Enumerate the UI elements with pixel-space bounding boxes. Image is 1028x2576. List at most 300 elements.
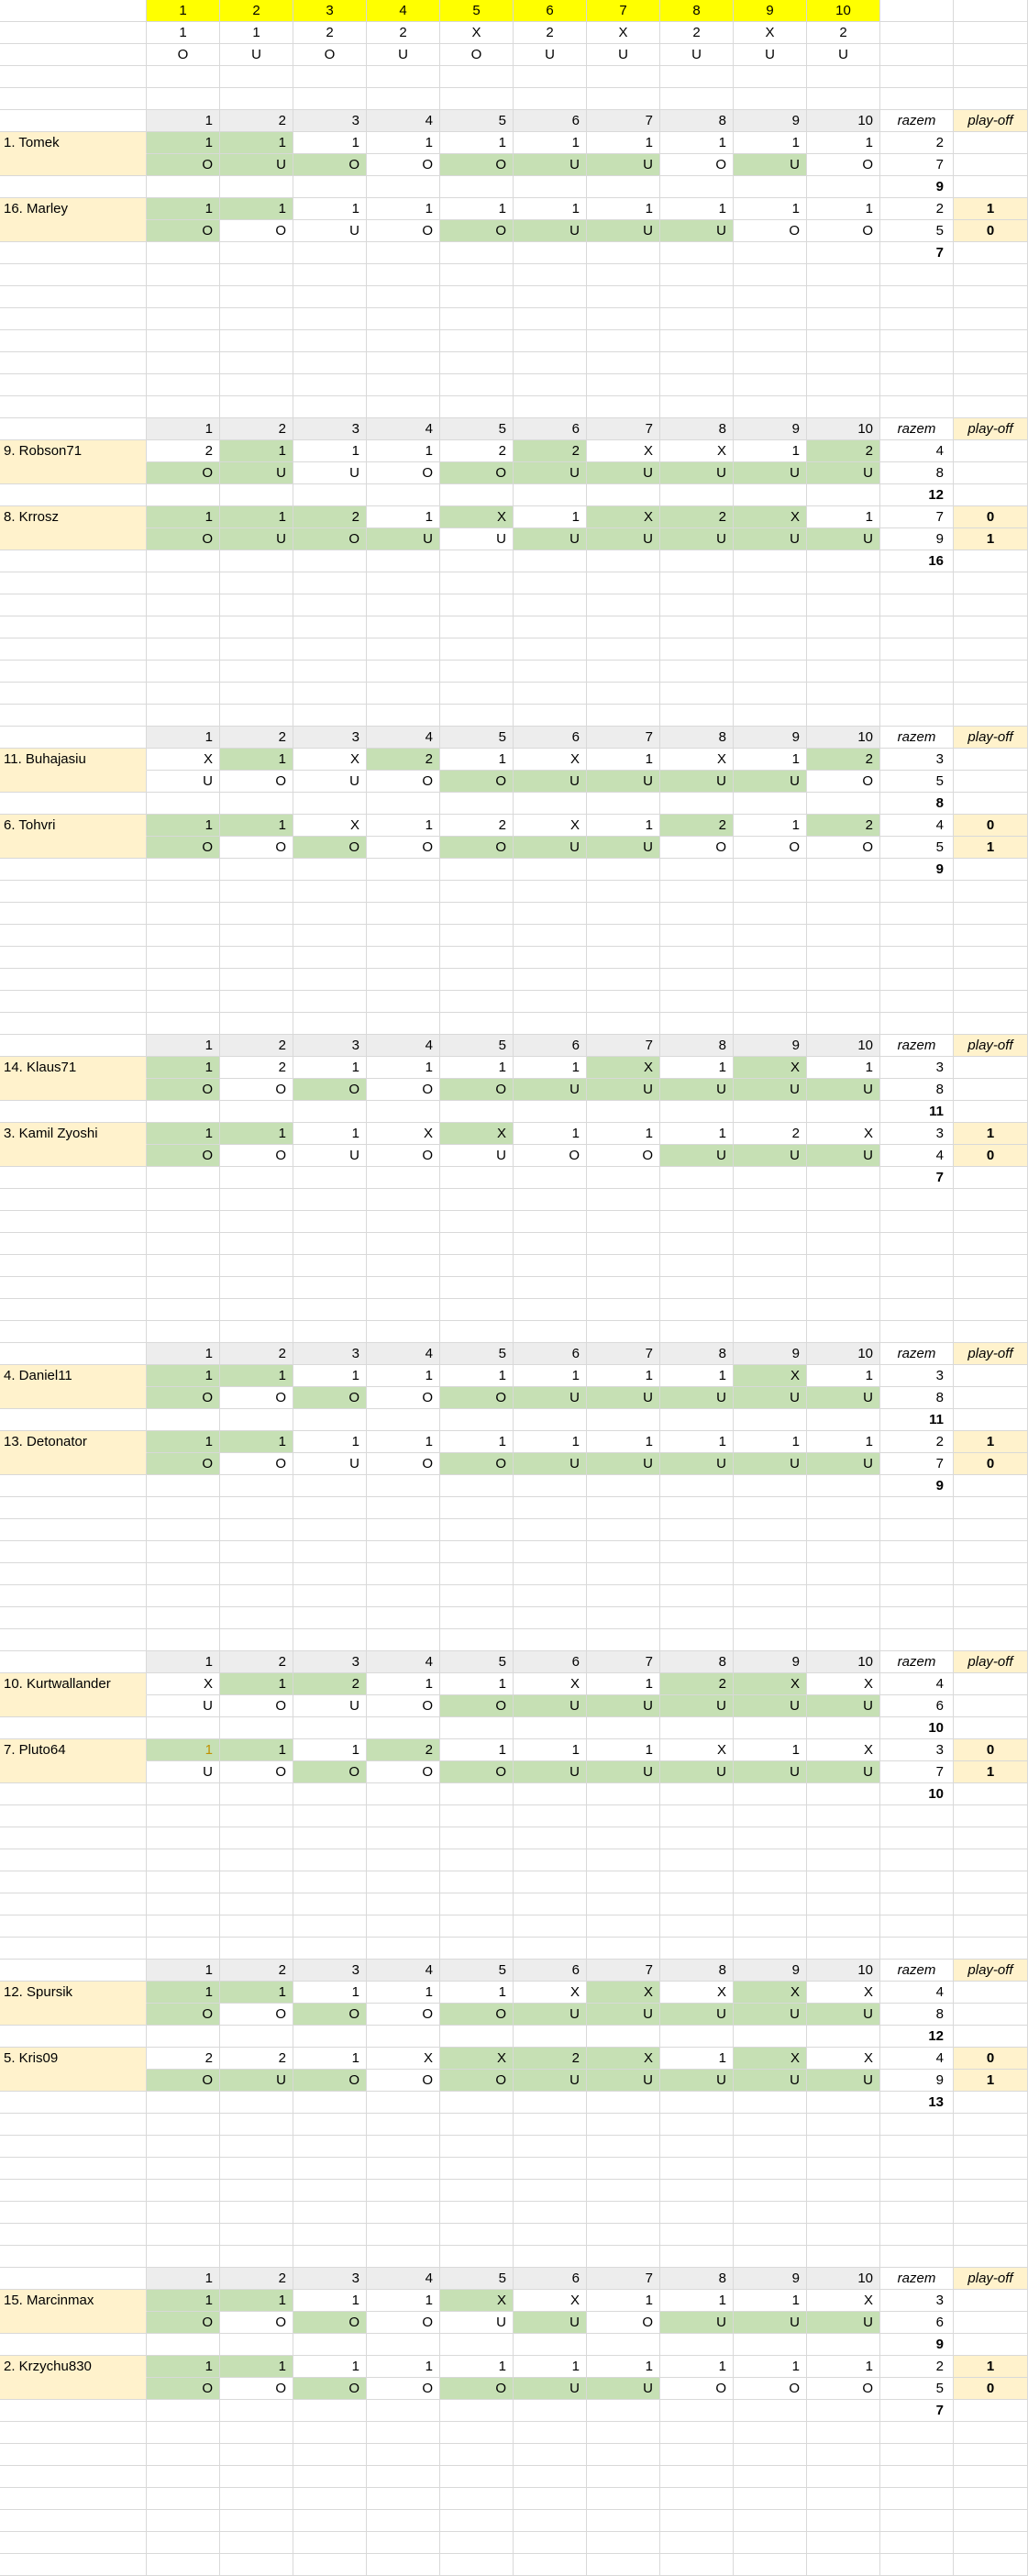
key-result[interactable]: 2: [293, 22, 367, 44]
over-under-cell[interactable]: O: [440, 1453, 514, 1475]
empty-cell[interactable]: [147, 2158, 220, 2180]
result-cell[interactable]: 2: [220, 2048, 293, 2070]
over-under-cell[interactable]: O: [220, 220, 293, 242]
empty-cell[interactable]: [587, 661, 660, 683]
empty-cell[interactable]: [660, 1871, 734, 1893]
empty-cell[interactable]: [293, 2114, 367, 2136]
playoff-value[interactable]: 0: [954, 2048, 1028, 2070]
empty-cell[interactable]: [954, 1189, 1028, 1211]
result-cell[interactable]: X: [587, 440, 660, 462]
result-cell[interactable]: 1: [293, 440, 367, 462]
razem-header[interactable]: razem: [880, 110, 954, 132]
razem-over-under[interactable]: 5: [880, 220, 954, 242]
empty-cell[interactable]: [440, 793, 514, 815]
empty-cell[interactable]: [880, 1893, 954, 1915]
empty-cell[interactable]: [807, 396, 880, 418]
over-under-cell[interactable]: O: [220, 1079, 293, 1101]
empty-cell[interactable]: [147, 1915, 220, 1938]
key-over-under[interactable]: U: [514, 44, 587, 66]
empty-cell[interactable]: [440, 1717, 514, 1739]
empty-cell[interactable]: [734, 1013, 807, 1035]
empty-cell[interactable]: [660, 1893, 734, 1915]
playoff-header[interactable]: play-off: [954, 1651, 1028, 1673]
header-match-number[interactable]: 2: [220, 1960, 293, 1982]
empty-cell[interactable]: [587, 859, 660, 881]
empty-cell[interactable]: [880, 616, 954, 638]
empty-cell[interactable]: [293, 2444, 367, 2466]
empty-cell[interactable]: [954, 1938, 1028, 1960]
empty-cell[interactable]: [880, 44, 954, 66]
empty-cell[interactable]: [734, 1915, 807, 1938]
over-under-cell[interactable]: U: [293, 771, 367, 793]
empty-cell[interactable]: [367, 2114, 440, 2136]
group-header-blank[interactable]: [0, 727, 147, 749]
empty-cell[interactable]: [587, 1849, 660, 1871]
empty-cell[interactable]: [954, 969, 1028, 991]
empty-cell[interactable]: [587, 1299, 660, 1321]
empty-cell[interactable]: [293, 2466, 367, 2488]
player-name[interactable]: 2. Krzychu830: [0, 2356, 147, 2378]
empty-cell[interactable]: [954, 2400, 1028, 2422]
empty-cell[interactable]: [220, 572, 293, 594]
empty-cell[interactable]: [587, 1255, 660, 1277]
empty-cell[interactable]: [880, 2136, 954, 2158]
header-match-number[interactable]: 8: [660, 2268, 734, 2290]
empty-cell[interactable]: [734, 683, 807, 705]
razem-over-under[interactable]: 7: [880, 1453, 954, 1475]
player-total[interactable]: 11: [880, 1409, 954, 1431]
empty-cell[interactable]: [587, 1717, 660, 1739]
empty-cell[interactable]: [147, 616, 220, 638]
result-cell[interactable]: 1: [293, 1123, 367, 1145]
group-header-blank[interactable]: [0, 2268, 147, 2290]
empty-cell[interactable]: [660, 1717, 734, 1739]
empty-cell[interactable]: [0, 2466, 147, 2488]
empty-cell[interactable]: [954, 1277, 1028, 1299]
key-match-number[interactable]: 5: [440, 0, 514, 22]
empty-cell[interactable]: [147, 286, 220, 308]
empty-cell[interactable]: [514, 969, 587, 991]
empty-cell[interactable]: [367, 2488, 440, 2510]
empty-cell[interactable]: [954, 330, 1028, 352]
empty-cell[interactable]: [587, 308, 660, 330]
empty-cell[interactable]: [514, 2180, 587, 2202]
empty-cell[interactable]: [293, 1541, 367, 1563]
over-under-cell[interactable]: O: [660, 154, 734, 176]
empty-cell[interactable]: [147, 1805, 220, 1827]
empty-cell[interactable]: [220, 2136, 293, 2158]
over-under-cell[interactable]: U: [293, 1453, 367, 1475]
empty-cell[interactable]: [0, 176, 147, 198]
empty-cell[interactable]: [660, 2444, 734, 2466]
empty-cell[interactable]: [587, 1321, 660, 1343]
razem-header[interactable]: razem: [880, 1960, 954, 1982]
empty-cell[interactable]: [0, 374, 147, 396]
empty-cell[interactable]: [587, 1893, 660, 1915]
empty-cell[interactable]: [293, 1938, 367, 1960]
empty-cell[interactable]: [807, 661, 880, 683]
result-cell[interactable]: 1: [660, 2290, 734, 2312]
empty-cell[interactable]: [0, 2180, 147, 2202]
empty-cell[interactable]: [220, 616, 293, 638]
empty-cell[interactable]: [880, 22, 954, 44]
empty-cell[interactable]: [147, 308, 220, 330]
over-under-cell[interactable]: U: [514, 1695, 587, 1717]
empty-cell[interactable]: [220, 374, 293, 396]
over-under-cell[interactable]: U: [734, 528, 807, 550]
over-under-cell[interactable]: U: [440, 2312, 514, 2334]
empty-cell[interactable]: [220, 1915, 293, 1938]
empty-cell[interactable]: [514, 550, 587, 572]
header-match-number[interactable]: 4: [367, 1343, 440, 1365]
empty-cell[interactable]: [514, 2444, 587, 2466]
empty-cell[interactable]: [807, 638, 880, 661]
empty-cell[interactable]: [734, 1871, 807, 1893]
empty-cell[interactable]: [587, 1013, 660, 1035]
header-match-number[interactable]: 10: [807, 1343, 880, 1365]
empty-cell[interactable]: [220, 1563, 293, 1585]
empty-cell[interactable]: [0, 2400, 147, 2422]
empty-cell[interactable]: [660, 1827, 734, 1849]
over-under-cell[interactable]: U: [514, 528, 587, 550]
empty-cell[interactable]: [0, 793, 147, 815]
empty-cell[interactable]: [514, 705, 587, 727]
empty-cell[interactable]: [954, 1629, 1028, 1651]
empty-cell[interactable]: [880, 903, 954, 925]
empty-cell[interactable]: [293, 264, 367, 286]
empty-cell[interactable]: [0, 1629, 147, 1651]
player-name[interactable]: 12. Spursik: [0, 1982, 147, 2004]
player-total[interactable]: 12: [880, 484, 954, 506]
player-total[interactable]: 9: [880, 1475, 954, 1497]
header-match-number[interactable]: 3: [293, 2268, 367, 2290]
empty-cell[interactable]: [367, 2180, 440, 2202]
header-match-number[interactable]: 5: [440, 1960, 514, 1982]
empty-cell[interactable]: [587, 1167, 660, 1189]
over-under-cell[interactable]: U: [220, 2070, 293, 2092]
empty-cell[interactable]: [220, 1211, 293, 1233]
empty-cell[interactable]: [954, 154, 1028, 176]
empty-cell[interactable]: [440, 859, 514, 881]
empty-cell[interactable]: [220, 176, 293, 198]
playoff-value[interactable]: 0: [954, 1739, 1028, 1761]
over-under-cell[interactable]: U: [220, 528, 293, 550]
empty-cell[interactable]: [807, 1277, 880, 1299]
empty-cell[interactable]: [440, 242, 514, 264]
over-under-cell[interactable]: U: [514, 154, 587, 176]
empty-cell[interactable]: [293, 683, 367, 705]
header-match-number[interactable]: 10: [807, 1651, 880, 1673]
empty-cell[interactable]: [880, 881, 954, 903]
empty-cell[interactable]: [440, 1585, 514, 1607]
empty-cell[interactable]: [660, 550, 734, 572]
empty-cell[interactable]: [954, 1893, 1028, 1915]
empty-cell[interactable]: [880, 2180, 954, 2202]
empty-cell[interactable]: [807, 1629, 880, 1651]
header-match-number[interactable]: 1: [147, 110, 220, 132]
over-under-cell[interactable]: O: [147, 1079, 220, 1101]
empty-cell[interactable]: [807, 2246, 880, 2268]
over-under-cell[interactable]: O: [293, 2378, 367, 2400]
empty-cell[interactable]: [440, 2400, 514, 2422]
header-match-number[interactable]: 1: [147, 727, 220, 749]
empty-cell[interactable]: [293, 308, 367, 330]
empty-cell[interactable]: [734, 705, 807, 727]
playoff-header[interactable]: play-off: [954, 418, 1028, 440]
empty-cell[interactable]: [807, 1805, 880, 1827]
empty-cell[interactable]: [587, 2444, 660, 2466]
empty-cell[interactable]: [807, 1475, 880, 1497]
empty-cell[interactable]: [293, 1805, 367, 1827]
empty-cell[interactable]: [807, 352, 880, 374]
empty-cell[interactable]: [147, 661, 220, 683]
header-match-number[interactable]: 9: [734, 418, 807, 440]
empty-cell[interactable]: [880, 396, 954, 418]
over-under-cell[interactable]: O: [734, 220, 807, 242]
result-cell[interactable]: 1: [147, 132, 220, 154]
empty-cell[interactable]: [880, 572, 954, 594]
empty-cell[interactable]: [514, 2092, 587, 2114]
empty-cell[interactable]: [734, 881, 807, 903]
empty-cell[interactable]: [880, 969, 954, 991]
header-match-number[interactable]: 4: [367, 727, 440, 749]
empty-cell[interactable]: [880, 286, 954, 308]
empty-cell[interactable]: [220, 2114, 293, 2136]
empty-cell[interactable]: [147, 1893, 220, 1915]
empty-cell[interactable]: [147, 1783, 220, 1805]
empty-cell[interactable]: [367, 2026, 440, 2048]
over-under-cell[interactable]: U: [220, 154, 293, 176]
result-cell[interactable]: 2: [514, 440, 587, 462]
empty-cell[interactable]: [367, 1827, 440, 1849]
player-name-pad[interactable]: [0, 1695, 147, 1717]
empty-cell[interactable]: [880, 925, 954, 947]
empty-cell[interactable]: [293, 1277, 367, 1299]
over-under-cell[interactable]: U: [807, 1453, 880, 1475]
empty-cell[interactable]: [367, 616, 440, 638]
over-under-cell[interactable]: U: [147, 771, 220, 793]
empty-cell[interactable]: [220, 1871, 293, 1893]
empty-cell[interactable]: [660, 2488, 734, 2510]
razem-over-under[interactable]: 8: [880, 2004, 954, 2026]
empty-cell[interactable]: [147, 2554, 220, 2576]
empty-cell[interactable]: [0, 1827, 147, 1849]
empty-cell[interactable]: [293, 1585, 367, 1607]
empty-cell[interactable]: [220, 661, 293, 683]
header-match-number[interactable]: 2: [220, 418, 293, 440]
over-under-cell[interactable]: U: [220, 462, 293, 484]
empty-cell[interactable]: [0, 44, 147, 66]
header-match-number[interactable]: 8: [660, 727, 734, 749]
empty-cell[interactable]: [367, 1189, 440, 1211]
result-cell[interactable]: X: [807, 2290, 880, 2312]
empty-cell[interactable]: [220, 2422, 293, 2444]
empty-cell[interactable]: [514, 1827, 587, 1849]
empty-cell[interactable]: [0, 1938, 147, 1960]
empty-cell[interactable]: [954, 1387, 1028, 1409]
empty-cell[interactable]: [0, 22, 147, 44]
empty-cell[interactable]: [587, 1211, 660, 1233]
header-match-number[interactable]: 3: [293, 418, 367, 440]
empty-cell[interactable]: [0, 969, 147, 991]
empty-cell[interactable]: [440, 1475, 514, 1497]
empty-cell[interactable]: [440, 1299, 514, 1321]
playoff-value[interactable]: 0: [954, 506, 1028, 528]
over-under-cell[interactable]: U: [660, 2312, 734, 2334]
result-cell[interactable]: X: [660, 1739, 734, 1761]
empty-cell[interactable]: [0, 2532, 147, 2554]
empty-cell[interactable]: [220, 2488, 293, 2510]
empty-cell[interactable]: [807, 793, 880, 815]
result-cell[interactable]: 1: [734, 749, 807, 771]
empty-cell[interactable]: [587, 1519, 660, 1541]
empty-cell[interactable]: [660, 903, 734, 925]
result-cell[interactable]: 1: [734, 815, 807, 837]
empty-cell[interactable]: [440, 1519, 514, 1541]
empty-cell[interactable]: [587, 1277, 660, 1299]
empty-cell[interactable]: [0, 859, 147, 881]
key-over-under[interactable]: U: [734, 44, 807, 66]
empty-cell[interactable]: [660, 1783, 734, 1805]
over-under-cell[interactable]: U: [734, 771, 807, 793]
over-under-cell[interactable]: O: [293, 528, 367, 550]
empty-cell[interactable]: [367, 330, 440, 352]
empty-cell[interactable]: [147, 969, 220, 991]
empty-cell[interactable]: [734, 903, 807, 925]
empty-cell[interactable]: [220, 947, 293, 969]
empty-cell[interactable]: [660, 1541, 734, 1563]
empty-cell[interactable]: [954, 2554, 1028, 2576]
result-cell[interactable]: X: [514, 1982, 587, 2004]
empty-cell[interactable]: [0, 1519, 147, 1541]
over-under-cell[interactable]: U: [587, 2070, 660, 2092]
empty-cell[interactable]: [807, 1211, 880, 1233]
empty-cell[interactable]: [440, 1167, 514, 1189]
empty-cell[interactable]: [440, 1938, 514, 1960]
empty-cell[interactable]: [514, 1475, 587, 1497]
empty-cell[interactable]: [954, 2026, 1028, 2048]
empty-cell[interactable]: [220, 1717, 293, 1739]
over-under-cell[interactable]: O: [587, 2312, 660, 2334]
empty-cell[interactable]: [514, 991, 587, 1013]
over-under-cell[interactable]: O: [440, 2004, 514, 2026]
over-under-cell[interactable]: U: [660, 771, 734, 793]
empty-cell[interactable]: [514, 1915, 587, 1938]
header-match-number[interactable]: 3: [293, 1343, 367, 1365]
result-cell[interactable]: 1: [514, 1123, 587, 1145]
player-name[interactable]: 6. Tohvri: [0, 815, 147, 837]
player-total[interactable]: 9: [880, 2334, 954, 2356]
empty-cell[interactable]: [880, 1607, 954, 1629]
header-match-number[interactable]: 4: [367, 110, 440, 132]
empty-cell[interactable]: [147, 881, 220, 903]
empty-cell[interactable]: [147, 396, 220, 418]
empty-cell[interactable]: [440, 661, 514, 683]
empty-cell[interactable]: [734, 2510, 807, 2532]
result-cell[interactable]: 1: [220, 1431, 293, 1453]
empty-cell[interactable]: [0, 1013, 147, 1035]
empty-cell[interactable]: [807, 594, 880, 616]
playoff-value[interactable]: 1: [954, 2070, 1028, 2092]
empty-cell[interactable]: [147, 1938, 220, 1960]
player-total[interactable]: 12: [880, 2026, 954, 2048]
razem-header[interactable]: razem: [880, 2268, 954, 2290]
empty-cell[interactable]: [0, 2246, 147, 2268]
over-under-cell[interactable]: O: [440, 154, 514, 176]
empty-cell[interactable]: [734, 2400, 807, 2422]
empty-cell[interactable]: [954, 88, 1028, 110]
empty-cell[interactable]: [514, 1629, 587, 1651]
playoff-value[interactable]: 0: [954, 220, 1028, 242]
empty-cell[interactable]: [514, 1938, 587, 1960]
empty-cell[interactable]: [514, 1233, 587, 1255]
empty-cell[interactable]: [660, 2532, 734, 2554]
group-header-blank[interactable]: [0, 110, 147, 132]
header-match-number[interactable]: 6: [514, 110, 587, 132]
empty-cell[interactable]: [293, 1167, 367, 1189]
empty-cell[interactable]: [367, 1255, 440, 1277]
empty-cell[interactable]: [0, 1849, 147, 1871]
empty-cell[interactable]: [954, 2136, 1028, 2158]
result-cell[interactable]: 1: [734, 2356, 807, 2378]
result-cell[interactable]: 1: [514, 1057, 587, 1079]
empty-cell[interactable]: [954, 771, 1028, 793]
result-cell[interactable]: X: [514, 749, 587, 771]
player-name-pad[interactable]: [0, 1145, 147, 1167]
result-cell[interactable]: X: [440, 506, 514, 528]
result-cell[interactable]: 1: [514, 1365, 587, 1387]
empty-cell[interactable]: [367, 1607, 440, 1629]
empty-cell[interactable]: [367, 1805, 440, 1827]
over-under-cell[interactable]: O: [367, 1079, 440, 1101]
empty-cell[interactable]: [734, 1167, 807, 1189]
empty-cell[interactable]: [660, 1629, 734, 1651]
result-cell[interactable]: 1: [220, 1673, 293, 1695]
over-under-cell[interactable]: U: [660, 1079, 734, 1101]
empty-cell[interactable]: [440, 1321, 514, 1343]
empty-cell[interactable]: [367, 176, 440, 198]
empty-cell[interactable]: [293, 396, 367, 418]
over-under-cell[interactable]: U: [807, 462, 880, 484]
over-under-cell[interactable]: O: [367, 220, 440, 242]
empty-cell[interactable]: [0, 242, 147, 264]
empty-cell[interactable]: [807, 616, 880, 638]
result-cell[interactable]: 1: [660, 1057, 734, 1079]
empty-cell[interactable]: [0, 2334, 147, 2356]
over-under-cell[interactable]: U: [807, 528, 880, 550]
empty-cell[interactable]: [807, 2488, 880, 2510]
empty-cell[interactable]: [807, 2444, 880, 2466]
empty-cell[interactable]: [147, 2026, 220, 2048]
empty-cell[interactable]: [880, 1255, 954, 1277]
empty-cell[interactable]: [734, 1255, 807, 1277]
over-under-cell[interactable]: O: [220, 2312, 293, 2334]
empty-cell[interactable]: [807, 2422, 880, 2444]
empty-cell[interactable]: [514, 1849, 587, 1871]
empty-cell[interactable]: [147, 594, 220, 616]
empty-cell[interactable]: [367, 2092, 440, 2114]
empty-cell[interactable]: [220, 903, 293, 925]
empty-cell[interactable]: [954, 0, 1028, 22]
empty-cell[interactable]: [954, 2158, 1028, 2180]
empty-cell[interactable]: [807, 2114, 880, 2136]
empty-cell[interactable]: [734, 2224, 807, 2246]
player-name[interactable]: 7. Pluto64: [0, 1739, 147, 1761]
result-cell[interactable]: 1: [147, 506, 220, 528]
empty-cell[interactable]: [954, 44, 1028, 66]
empty-cell[interactable]: [660, 1607, 734, 1629]
empty-cell[interactable]: [367, 1563, 440, 1585]
